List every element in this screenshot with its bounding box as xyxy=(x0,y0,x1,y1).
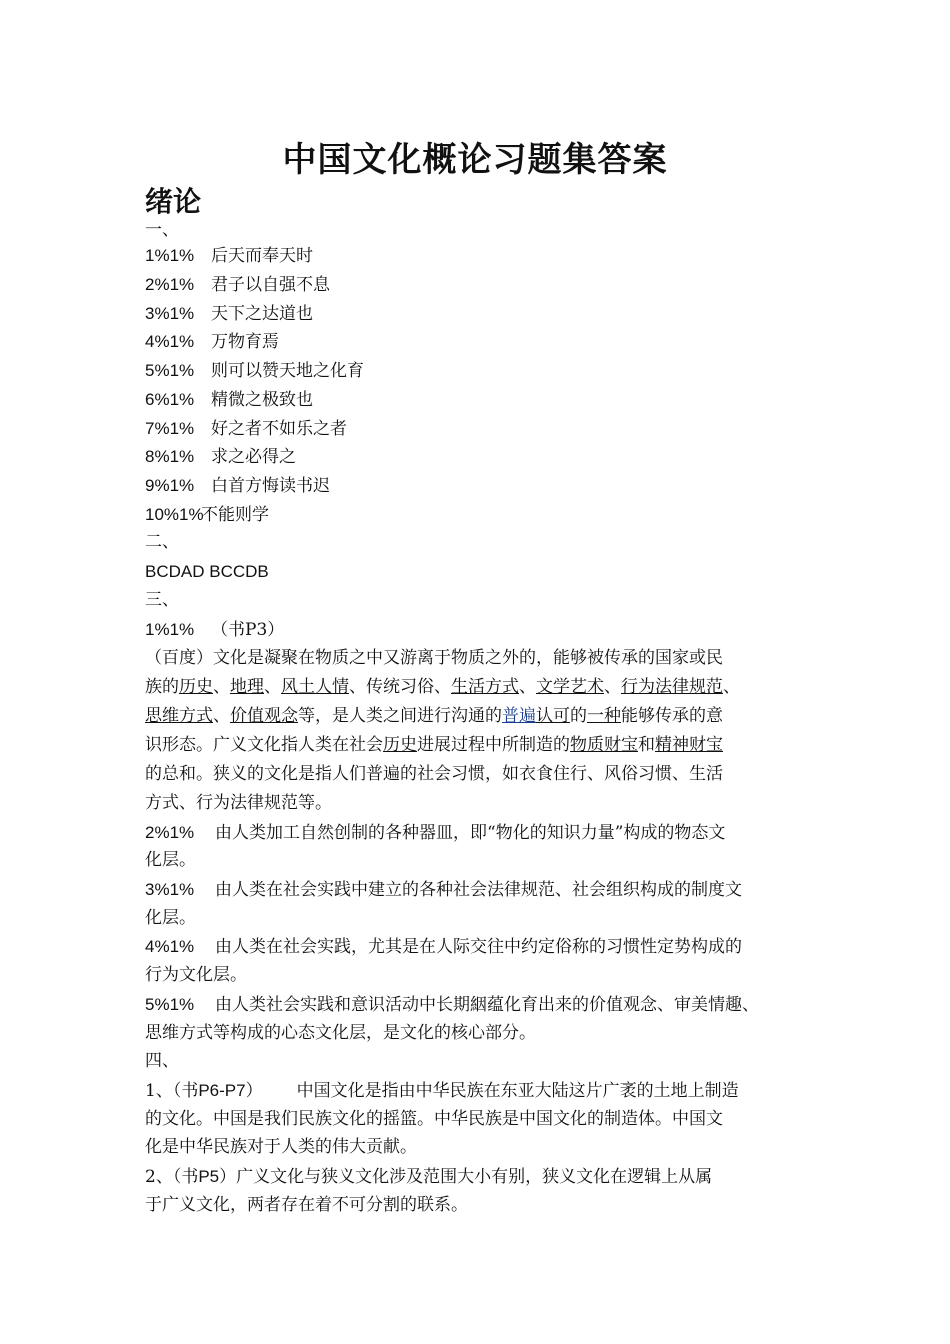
text-run: 、传统习俗、 xyxy=(349,677,451,697)
q1-number: 1%1% xyxy=(145,620,195,639)
underlined-term: 风土人情 xyxy=(281,677,349,697)
text-run: 和 xyxy=(638,735,655,755)
item-number: 7%1% xyxy=(145,419,195,438)
part2-label: 二、 xyxy=(145,532,179,552)
item-text: 求之必得之 xyxy=(211,447,296,467)
text-run: 识形态。广义文化指人类在社会 xyxy=(145,735,383,755)
text-run: 、 xyxy=(723,677,740,697)
item-number: 4%1% xyxy=(145,332,195,351)
item-text: 精微之极致也 xyxy=(211,390,313,410)
item-number: 5%1% xyxy=(145,361,195,380)
item-text: 万物育焉 xyxy=(211,332,279,352)
text-run: 能够传承的意 xyxy=(621,706,723,726)
list-item xyxy=(145,442,296,472)
item-text: 君子以自强不息 xyxy=(211,275,330,295)
text-run: 族的 xyxy=(145,677,179,697)
underlined-term: 一种 xyxy=(587,706,621,726)
q2-text: 由人类加工自然创制的各种器皿，即“物化的知识力量”构成的物态文 xyxy=(215,823,726,843)
part4-a2-line: 于广义文化，两者存在着不可分割的联系。 xyxy=(145,1195,468,1215)
underlined-term: 思维方式 xyxy=(145,706,213,726)
text-run: 、 xyxy=(213,706,230,726)
q4-number: 4%1% xyxy=(145,937,195,956)
text-run: 、 xyxy=(264,677,281,697)
q3-text: 由人类在社会实践中建立的各种社会法律规范、社会组织构成的制度文 xyxy=(215,880,742,900)
text-run: 、 xyxy=(213,677,230,697)
list-item xyxy=(145,299,313,329)
item-text: 天下之达道也 xyxy=(211,304,313,324)
item-text: 不能则学 xyxy=(201,505,269,525)
a1-prefix: 1、（书 xyxy=(145,1081,199,1101)
underlined-term: 价值观念 xyxy=(230,706,298,726)
q2-number: 2%1% xyxy=(145,823,195,842)
item-number: 1%1% xyxy=(145,246,195,265)
a1-text: 中国文化是指由中华民族在东亚大陆这片广袤的土地上制造 xyxy=(296,1081,739,1101)
part4-a1-line xyxy=(145,1076,739,1106)
document-title: 中国文化概论习题集答案 xyxy=(282,140,668,180)
a2-prefix: 2、（书 xyxy=(145,1167,199,1187)
item-text: 好之者不如乐之者 xyxy=(211,419,347,439)
list-item xyxy=(145,241,313,271)
part1-label: 一、 xyxy=(145,220,179,240)
underlined-term: 历史 xyxy=(383,735,417,755)
q1-body-line xyxy=(145,673,740,702)
q4-text: 由人类在社会实践，尤其是在人际交往中约定俗称的习惯性定势构成的 xyxy=(215,937,742,957)
item-number: 8%1% xyxy=(145,447,195,466)
a2-text: 广义文化与狭义文化涉及范围大小有别，狭义文化在逻辑上从属 xyxy=(236,1167,713,1187)
a2-reference: P5） xyxy=(198,1167,237,1186)
part3-q1-header xyxy=(145,615,284,645)
q3-number: 3%1% xyxy=(145,880,195,899)
underlined-term: 文学艺术 xyxy=(536,677,604,697)
q1-reference: （书P3） xyxy=(211,620,285,640)
part3-q2-line: 化层。 xyxy=(145,850,196,870)
list-item xyxy=(145,385,313,415)
underlined-term: 生活方式 xyxy=(451,677,519,697)
a1-reference: P6-P7） xyxy=(198,1081,263,1100)
underlined-term: 精神财宝 xyxy=(655,735,723,755)
item-number: 3%1% xyxy=(145,304,195,323)
q1-body-line xyxy=(145,702,723,731)
q1-body-line: （百度）文化是凝聚在物质之中又游离于物质之外的，能够被传承的国家或民 xyxy=(145,648,723,668)
text-run: 的 xyxy=(570,706,587,726)
underlined-term: 历史 xyxy=(179,677,213,697)
q5-number: 5%1% xyxy=(145,995,195,1014)
q1-body-line: 方式、行为法律规范等。 xyxy=(145,793,332,813)
text-run: 进展过程中所制造的 xyxy=(417,735,570,755)
underlined-term: 地理 xyxy=(230,677,264,697)
item-number: 10%1% xyxy=(145,505,204,524)
text-run: 、 xyxy=(604,677,621,697)
part3-label: 三、 xyxy=(145,590,179,610)
list-item xyxy=(145,500,269,530)
part2-answer: BCDAD BCCDB xyxy=(145,562,269,581)
list-item xyxy=(145,471,330,501)
hyperlink-term[interactable]: 普遍 xyxy=(502,706,536,726)
list-item xyxy=(145,327,279,357)
text-run: 、 xyxy=(519,677,536,697)
part3-q5-line xyxy=(145,990,759,1020)
list-item xyxy=(145,270,330,300)
item-number: 9%1% xyxy=(145,476,195,495)
q1-body-line: 的总和。狭义的文化是指人们普遍的社会习惯，如衣食住行、风俗习惯、生活 xyxy=(145,764,723,784)
item-text: 后天而奉天时 xyxy=(211,246,313,266)
part3-q3-line: 化层。 xyxy=(145,908,196,928)
part3-q5-line: 思维方式等构成的心态文化层，是文化的核心部分。 xyxy=(145,1023,536,1043)
part3-q4-line: 行为文化层。 xyxy=(145,965,247,985)
part4-label: 四、 xyxy=(145,1051,179,1071)
text-run: 等，是人类之间进行沟通的 xyxy=(298,706,502,726)
q5-text: 由人类社会实践和意识活动中长期絪蕴化育出来的价值观念、审美情趣、 xyxy=(215,995,759,1015)
part3-q2-line xyxy=(145,818,725,848)
part4-a1-line: 的文化。中国是我们民族文化的摇篮。中华民族是中国文化的制造体。中国文 xyxy=(145,1109,723,1129)
item-number: 6%1% xyxy=(145,390,195,409)
item-text: 则可以赞天地之化育 xyxy=(211,361,364,381)
q1-body-line xyxy=(145,731,723,760)
item-text: 白首方悔读书迟 xyxy=(211,476,330,496)
part3-q3-line xyxy=(145,875,742,905)
underlined-term: 认可 xyxy=(536,706,570,726)
underlined-term: 物质财宝 xyxy=(570,735,638,755)
part4-a1-line: 化是中华民族对于人类的伟大贡献。 xyxy=(145,1137,417,1157)
section-heading: 绪论 xyxy=(145,185,202,218)
part4-a2-line xyxy=(145,1162,712,1192)
list-item xyxy=(145,414,347,444)
underlined-term: 行为法律规范 xyxy=(621,677,723,697)
list-item xyxy=(145,356,364,386)
part3-q4-line xyxy=(145,932,742,962)
item-number: 2%1% xyxy=(145,275,195,294)
